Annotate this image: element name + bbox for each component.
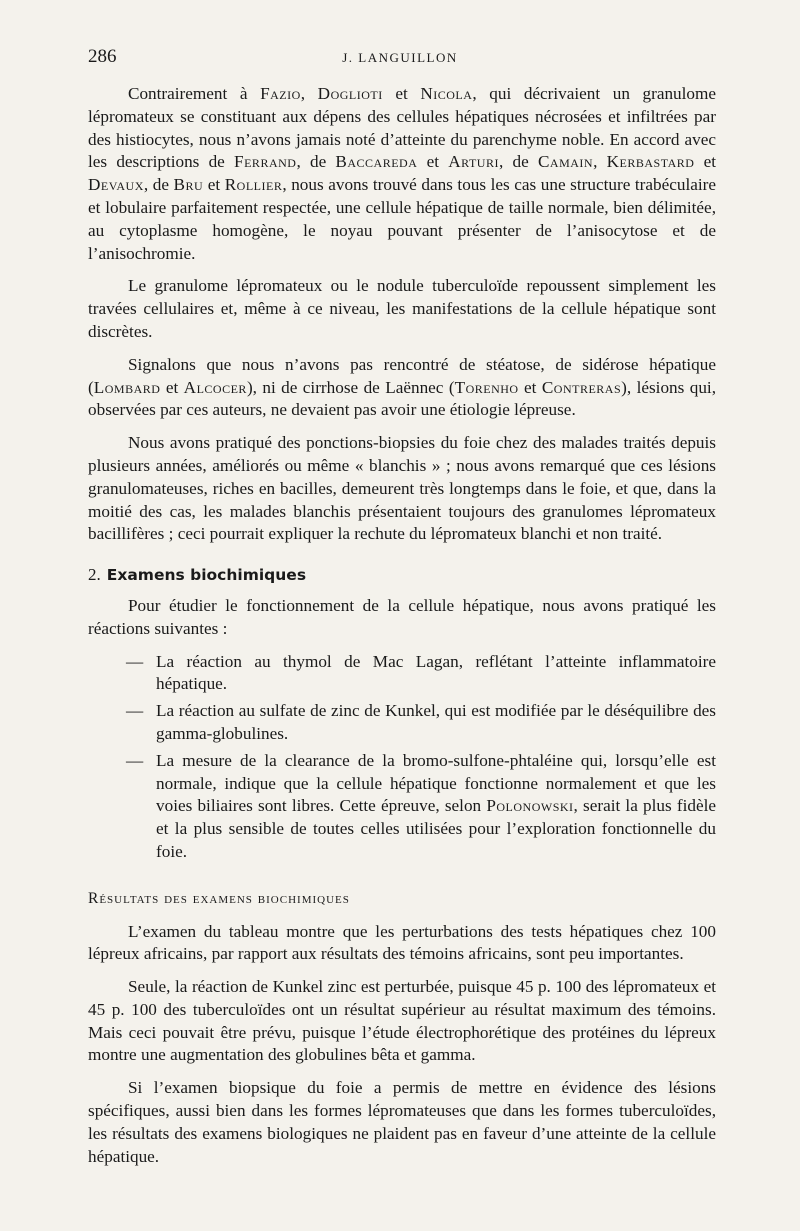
author-name: Bru bbox=[173, 175, 204, 195]
section-heading bbox=[88, 564, 716, 587]
dash-bullet: — bbox=[126, 651, 144, 671]
dash-bullet: — bbox=[126, 701, 144, 721]
author-name: Camain bbox=[537, 152, 594, 172]
author-name: Contreras bbox=[541, 377, 622, 397]
paragraph-3: Signalons que nous n’avons pas rencontré de stéatose, de sidérose hépatique (Lombard et Alcocer), ni de cirrhose de Laënnec (Torenho et Contreras), lésions qui, observées par ces auteurs, ne devaient pas avoir une étiologie lépreuse. bbox=[88, 354, 717, 420]
page-number: 286 bbox=[88, 46, 117, 67]
author-name: Arturi bbox=[448, 152, 499, 172]
author-name: Fazio bbox=[260, 84, 301, 103]
paragraph-4: Nous avons pratiqué des ponctions-biopsies du foie chez des malades traités depuis plusieurs années, améliorés ou même « blanchis » ; nous avons remarqué que ces lésions granulomateuses, riches en bacilles, demeurent très longtemps dans le foie, et que, dans la moitié des cas, les malades blanchis présentaient toujours des granulomes lépromateux bacillifères ; ceci pourrait expliquer la rechute du lépromateux blanchi et non traité. bbox=[88, 433, 716, 544]
list-item: — La mesure de la clearance de la bromo-sulfone-phtaléine qui, lorsqu’elle est normale, indique que la cellule hépatique fonctionne normalement et que les voies biliaires sont libres. Cette épreuve, selon Polonowski, serait la plus fidèle et la plus sensible de toutes celles utilisées pour l’exploration fonctionnelle du foie. bbox=[126, 750, 716, 861]
body-text bbox=[88, 83, 716, 1178]
paragraph-1: Contrairement à Fazio, Doglioti et Nicola, qui décrivaient un granulome lépromateux se constituant aux dépens des cellules hépatiques nécrosées et infiltrées par des histiocytes, nous n’avons jamais noté d’atteinte du parenchyme noble. En accord avec les descriptions de Ferrand, de Baccareda et Arturi, de Camain, Kerbastard et Devaux, de Bru et Rollier, nous avons trouvé dans tous les cas une structure trabéculaire et lobulaire parfaitement respectée, une cellule hépatique de taille normale, bien délimitée, au cytoplasme homogène, le noyau pouvant présenter de l’anisocytose et de l’anisochromie. bbox=[88, 84, 717, 263]
author-name: Baccareda bbox=[335, 152, 418, 172]
author-name: Kerbastard bbox=[606, 152, 695, 172]
author-name: Alcocer bbox=[183, 377, 247, 397]
list-item: — La réaction au thymol de Mac Lagan, reflétant l’atteinte inflammatoire hépatique. bbox=[126, 651, 716, 694]
section-number: 2. bbox=[88, 565, 101, 585]
list-item: — La réaction au sulfate de zinc de Kunkel, qui est modifiée par le déséquilibre des gamma-globulines. bbox=[126, 701, 716, 743]
paragraph-7: Seule, la réaction de Kunkel zinc est perturbée, puisque 45 p. 100 des lépromateux et 45 p. 100 des tuberculoïdes ont un résultat supérieur au résultat maximum des témoins. Mais ceci pouvait être prévu, puisque l’étude électrophorétique des protéines du lépreux montre une augmentation des globulines bêta et gamma. bbox=[88, 977, 716, 1065]
author-name: Torenho bbox=[454, 377, 519, 397]
section-title: Examens biochimiques bbox=[106, 566, 307, 585]
author-name: Doglioti bbox=[317, 84, 383, 103]
dash-bullet: — bbox=[126, 750, 144, 770]
author-name: Nicola bbox=[420, 84, 473, 103]
subheading: Résultats des examens biochimiques bbox=[88, 889, 350, 907]
author-name: Rollier bbox=[224, 175, 283, 195]
paragraph-6: L’examen du tableau montre que les perturbations des tests hépatiques chez 100 lépreux africains, par rapport aux résultats des témoins africains, sont peu importantes. bbox=[88, 921, 716, 964]
page-header bbox=[88, 46, 712, 70]
paragraph-5: Pour étudier le fonctionnement de la cellule hépatique, nous avons pratiqué les réactions suivantes : bbox=[88, 595, 716, 638]
running-head: J. LANGUILLON bbox=[342, 50, 458, 65]
author-name: Devaux bbox=[88, 175, 144, 195]
test-list bbox=[88, 651, 716, 864]
author-name: Ferrand bbox=[234, 152, 297, 172]
paragraph-2: Le granulome lépromateux ou le nodule tuberculoïde repoussent simplement les travées cellulaires et, même à ce niveau, les manifestations de la cellule hépatique sont discrètes. bbox=[88, 276, 716, 341]
author-name: Lombard bbox=[93, 377, 161, 397]
author-name: Polonowski bbox=[486, 796, 574, 816]
paragraph-8: Si l’examen biopsique du foie a permis de mettre en évidence des lésions spécifiques, aussi bien dans les formes lépromateuses que dans les formes tuberculoïdes, les résultats des examens biologiques ne plaident pas en faveur d’une atteinte de la cellule hépatique. bbox=[88, 1078, 716, 1166]
